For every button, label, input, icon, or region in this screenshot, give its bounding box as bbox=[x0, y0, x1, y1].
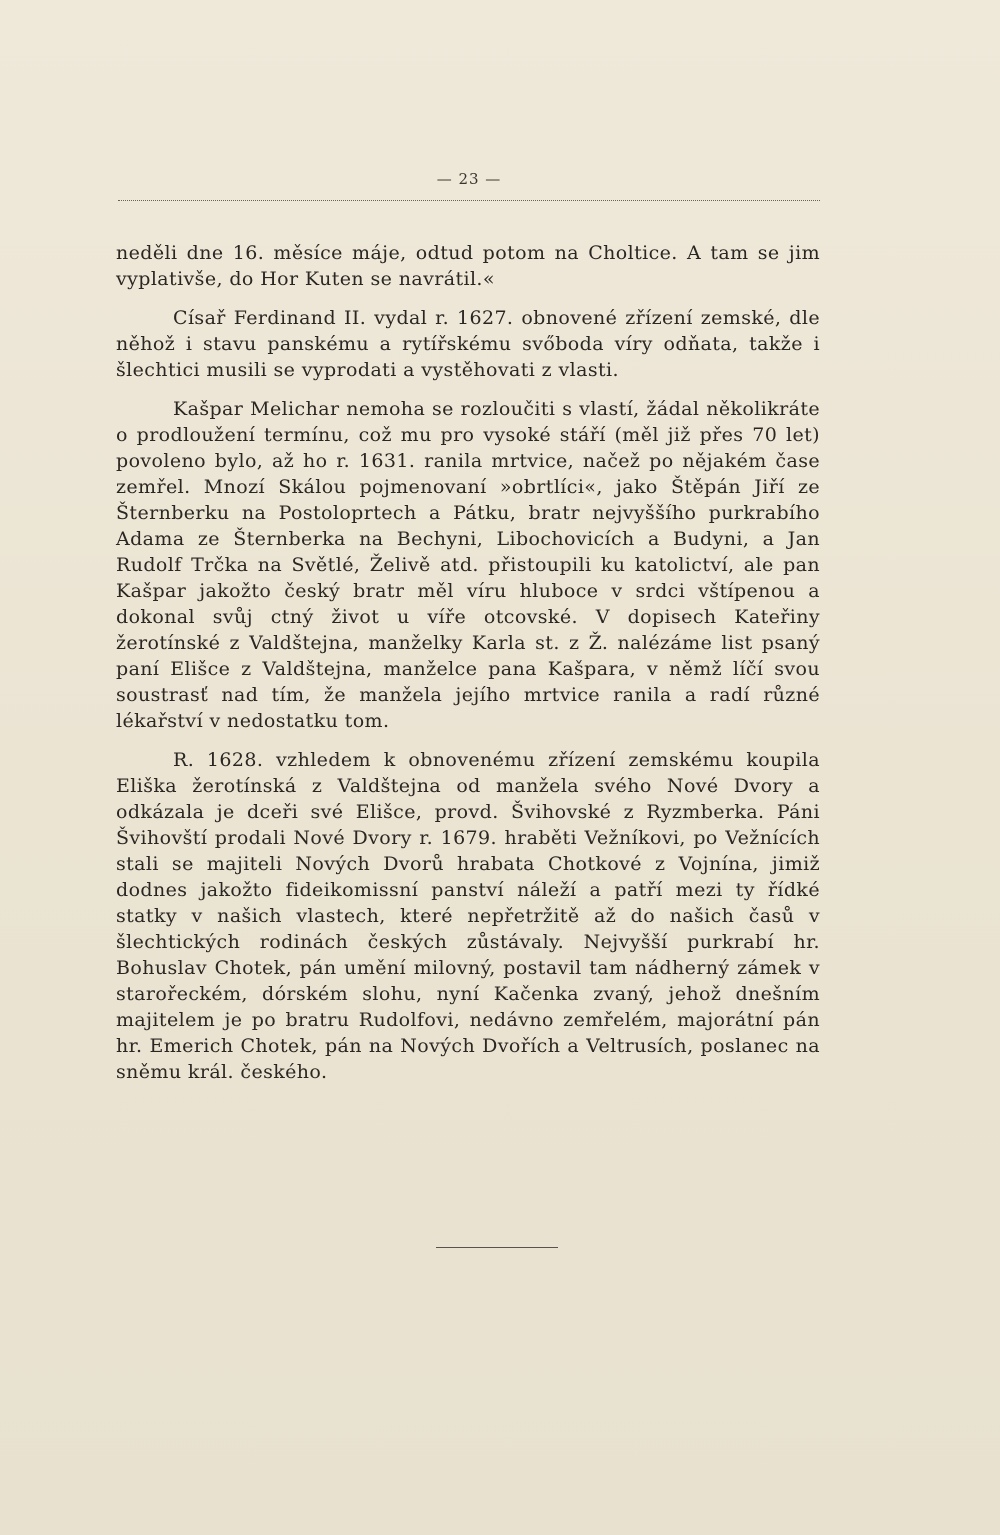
body-text bbox=[116, 240, 820, 1098]
paragraph: R. 1628. vzhledem k obnovenému zřízení zemskému koupila Eliška žerotínská z Valdštejna od manžela svého Nové Dvory a odkázala je dceři své Elišce, provd. Švihovské z Ryzmberka. Páni Švihovští prodali Nové Dvory r. 1679. hraběti Vežníkovi, po Vežnících stali se majiteli Nových Dvorů hrabata Chotkové z Vojnína, jimiž dodnes jakožto fideikomissní panství náleží a patří mezi ty řídké statky v našich vlastech, které nepřetržitě až do našich časů v šlechtických rodinách českých zůstávaly. Nejvyšší purkrabí hr. Bohuslav Chotek, pán umění milovný, postavil tam nádherný zámek v starořeckém, dórském slohu, nyní Kačenka zvaný, jehož dnešním majitelem je po bratru Rudolfovi, nedávno zemřelém, majorátní pán hr. Emerich Chotek, pán na Nových Dvořích a Veltrusích, poslanec na sněmu král. českého. bbox=[116, 749, 820, 1083]
paragraph: Císař Ferdinand II. vydal r. 1627. obnovené zřízení zemské, dle něhož i stavu panskému a rytířskému svőboda víry odňata, takže i šlechtici musili se vyprodati a vystěhovati z vlasti. bbox=[116, 307, 820, 381]
page-number: — 23 — bbox=[436, 170, 502, 188]
page-header bbox=[118, 168, 820, 201]
paragraph: Kašpar Melichar nemoha se rozloučiti s vlastí, žádal několikráte o prodloužení termínu, což mu pro vysoké stáří (měl již přes 70 let) povoleno bylo, až ho r. 1631. ranila mrtvice, načež po nějakém čase zemřel. Mnozí Skálou pojmenovaní »obrtlíci«, jako Štěpán Jiří ze Šternberku na Postoloprtech a Pátku, bratr nejvyššího purkrabího Adama ze Šternberka na Bechyni, Libochovicích a Budyni, a Jan Rudolf Trčka na Světlé, Želivě atd. přistoupili ku katolictví, ale pan Kašpar jakožto český bratr měl víru hluboce v srdci vštípenou a dokonal svůj ctný život u víře otcovské. V dopisech Kateřiny žerotínské z Valdštejna, manželky Karla st. z Ž. nalézáme list psaný paní Elišce z Valdštejna, manželce pana Kašpara, v němž líčí svou soustrasť nad tím, že manžela jejího mrtvice ranila a radí různé lékařství v nedostatku tom. bbox=[116, 398, 820, 732]
paragraph-continuation: neděli dne 16. měsíce máje, odtud potom na Choltice. A tam se jim vyplativše, do Hor Kuten se navrátil.« bbox=[116, 242, 820, 290]
end-divider-rule bbox=[436, 1247, 558, 1248]
